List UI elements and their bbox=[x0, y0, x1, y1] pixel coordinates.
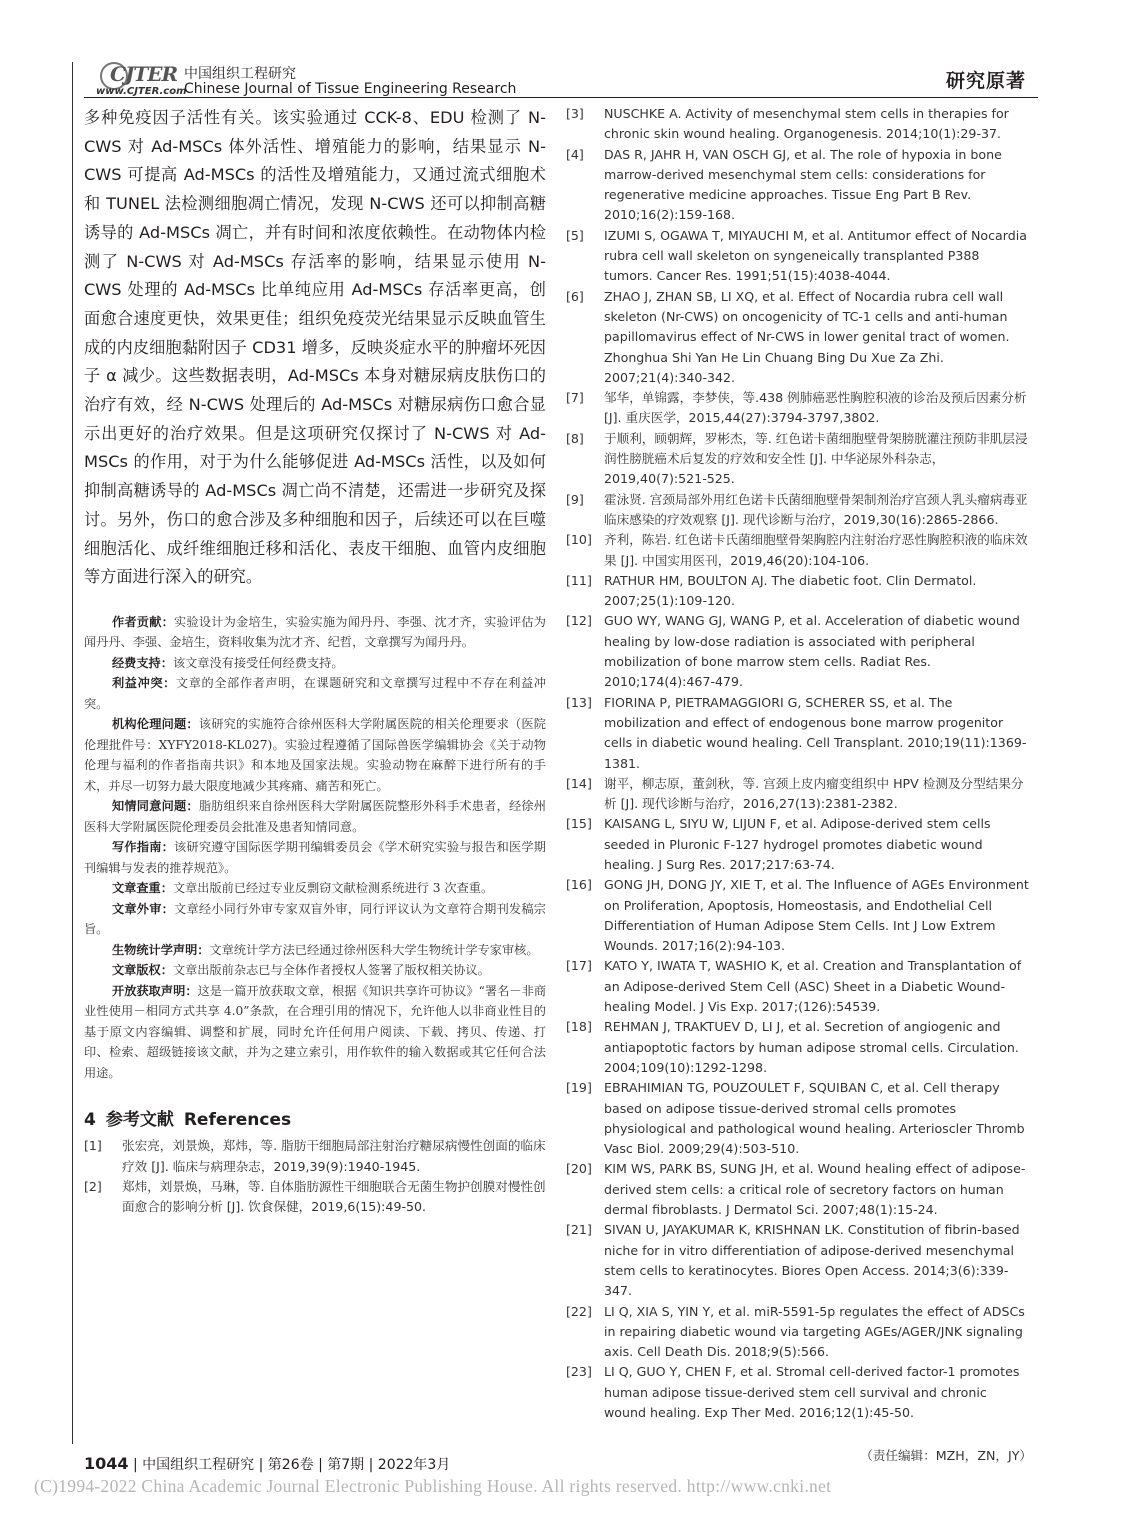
reference-text: 于顺利，顾朝辉，罗彬杰，等. 红色诺卡菌细胞壁骨架膀胱灌注预防非肌层浸润性膀胱癌术后复发的疗效和安全性 [J]. 中华泌尿外科杂志，2019,40(7):521-525. bbox=[604, 430, 1028, 487]
article-notes bbox=[84, 612, 546, 1084]
reference-number: [16] bbox=[566, 877, 592, 893]
reference-text: ZHAO J, ZHAN SB, LI XQ, et al. Effect of Nocardia rubra cell wall skeleton (Nr-CWS) on oncogenicity of TC-1 cells and anti-human papillomavirus effect of Nr-CWS in lower genital tract of women. Zhonghua Shi Yan He Lin Chuang Bing Du Xue Za Zhi. 2007;21(4):340-342. bbox=[604, 288, 1010, 385]
reference-item bbox=[566, 1220, 1032, 1301]
discussion-paragraph: 多种免疫因子活性有关。该实验通过 CCK-8、EDU 检测了 N-CWS 对 Ad-MSCs 体外活性、增殖能力的影响，结果显示 N-CWS 可提高 Ad-MSCs 的活性及增殖能力，又通过流式细胞术和 TUNEL 法检测细胞凋亡情况，发现 N-CWS 还可以抑制高糖诱导的 Ad-MSCs 凋亡，并有时间和浓度依赖性。在动物体内检测了 N-CWS 对 Ad-MSCs 存活率的影响，结果显示使用 N-CWS 处理的 Ad-MSCs 比单纯应用 Ad-MSCs 存活率更高，创面愈合速度更快，效果更佳；组织免疫荧光结果显示反映血管生成的内皮细胞黏附因子 CD31 增多，反映炎症水平的肿瘤坏死因子 α 减少。这些数据表明，Ad-MSCs 本身对糖尿病皮肤伤口的治疗有效，经 N-CWS 处理后的 Ad-MSCs 对糖尿病伤口愈合显示出更好的治疗效果。但是这项研究仅探讨了 N-CWS 对 Ad-MSCs 的作用，对于为什么能够促进 Ad-MSCs 活性，以及如何抑制高糖诱导的 Ad-MSCs 凋亡尚不清楚，还需进一步研究及探讨。另外，伤口的愈合涉及多种细胞和因子，后续还可以在巨噬细胞活化、成纤维细胞迁移和活化、表皮干细胞、血管内皮细胞等方面进行深入的研究。 bbox=[84, 108, 546, 587]
cnki-copyright-watermark: (C)1994-2022 China Academic Journal Electronic Publishing House. All rights reserved. http://www.cnki.net bbox=[34, 1476, 832, 1496]
responsible-editors: （责任编辑：MZH，ZN，JY） bbox=[860, 1448, 1032, 1464]
reference-text: NUSCHKE A. Activity of mesenchymal stem cells in therapies for chronic skin wound healing. Organogenesis. 2014;10(1):29-37. bbox=[604, 106, 1009, 142]
note-label: 经费支持： bbox=[112, 655, 173, 670]
footer-volume: 第26卷 bbox=[267, 1457, 314, 1473]
reference-number: [2] bbox=[84, 1179, 102, 1195]
journal-title-en: Chinese Journal of Tissue Engineering Research bbox=[184, 81, 517, 97]
reference-text: 张宏亮，刘景焕，郑炜，等. 脂肪干细胞局部注射治疗糖尿病慢性创面的临床疗效 [J]. 临床与病理杂志，2019,39(9):1940-1945. bbox=[122, 1138, 546, 1174]
reference-item bbox=[566, 1078, 1032, 1159]
reference-number: [8] bbox=[566, 430, 584, 446]
reference-list-left bbox=[84, 1136, 546, 1217]
reference-item bbox=[566, 693, 1032, 774]
note-label: 文章外审： bbox=[112, 901, 175, 916]
note-consent bbox=[84, 796, 546, 837]
reference-item bbox=[84, 1136, 546, 1177]
note-text: 文章经小同行外审专家双盲外审，同行评议认为文章符合期刊发稿宗旨。 bbox=[84, 901, 546, 937]
reference-item bbox=[566, 1302, 1032, 1363]
reference-number: [12] bbox=[566, 613, 592, 629]
reference-item bbox=[566, 287, 1032, 388]
note-author-contribution bbox=[84, 612, 546, 653]
right-column bbox=[566, 104, 1032, 1464]
note-label: 机构伦理问题： bbox=[112, 717, 199, 732]
note-label: 利益冲突： bbox=[112, 676, 176, 691]
reference-item bbox=[566, 1017, 1032, 1078]
journal-logo bbox=[96, 60, 187, 97]
reference-number: [7] bbox=[566, 390, 584, 406]
note-ethics bbox=[84, 714, 546, 796]
references-title-en: References bbox=[183, 1110, 292, 1131]
margin-rule bbox=[72, 62, 73, 1444]
reference-text: SIVAN U, JAYAKUMAR K, KRISHNAN LK. Constitution of fibrin-based niche for in vitro differentiation of adipose-derived mesenchymal stem cells to keratinocytes. Biores Open Access. 2014;3(6):339-347. bbox=[604, 1222, 1020, 1299]
reference-item bbox=[566, 104, 1032, 145]
reference-number: [1] bbox=[84, 1138, 102, 1154]
reference-text: 邹华，单锦露，李梦侠，等.438 例肺癌恶性胸腔积液的诊治及预后因素分析 [J]. 重庆医学，2015,44(27):3794-3797,3802. bbox=[604, 390, 1027, 426]
reference-item bbox=[566, 388, 1032, 429]
reference-item bbox=[566, 875, 1032, 956]
footer-sep: | bbox=[318, 1457, 328, 1473]
note-conflict bbox=[84, 673, 546, 714]
reference-number: [3] bbox=[566, 106, 584, 121]
reference-item bbox=[566, 774, 1032, 815]
reference-number: [10] bbox=[566, 532, 592, 548]
reference-number: [22] bbox=[566, 1303, 592, 1319]
reference-number: [23] bbox=[566, 1364, 592, 1380]
note-text: 文章出版前杂志已与全体作者授权人签署了版权相关协议。 bbox=[172, 963, 490, 978]
note-text: 该研究的实施符合徐州医科大学附属医院的相关伦理要求（医院伦理批件号：XYFY2018-KL027)。实验过程遵循了国际兽医学编辑协会《关于动物伦理与福利的作者指南共识》和本地及国家法规。实验动物在麻醉下进行所有的手术，并尽一切努力最大限度地减少其疼痛、痛苦和死亡。 bbox=[84, 717, 546, 793]
reference-text: RATHUR HM, BOULTON AJ. The diabetic foot. Clin Dermatol. 2007;25(1):109-120. bbox=[604, 572, 977, 609]
footer-sep: | bbox=[132, 1457, 143, 1473]
note-label: 作者贡献： bbox=[112, 614, 175, 629]
note-text: 该研究遵守国际医学期刊编辑委员会《学术研究实验与报告和医学期刊编辑与发表的推荐规范》。 bbox=[84, 840, 546, 875]
footer-journal: 中国组织工程研究 bbox=[142, 1457, 255, 1473]
note-label: 文章版权： bbox=[112, 963, 173, 978]
reference-number: [13] bbox=[566, 694, 592, 710]
reference-text: REHMAN J, TRAKTUEV D, LI J, et al. Secretion of angiogenic and antiapoptotic factors by human adipose stromal cells. Circulation. 2004;109(10):1292-1298. bbox=[604, 1019, 1019, 1075]
reference-text: KATO Y, IWATA T, WASHIO K, et al. Creation and Transplantation of an Adipose-derived Stem Cell (ASC) Sheet in a Diabetic Wound-healing Model. J Vis Exp. 2017;(126):54539. bbox=[604, 958, 1022, 1015]
footer-issue: 第7期 bbox=[327, 1457, 365, 1473]
note-text: 实验设计为金培生，实验实施为闻丹丹、李强、沈才齐，实验评估为闻丹丹、李强、金培生，资料收集为沈才齐、纪哲，文章撰写为闻丹丹。 bbox=[84, 614, 546, 650]
references-title-cn: 参考文献 bbox=[105, 1110, 174, 1131]
references-heading bbox=[84, 1105, 546, 1130]
note-statistics bbox=[84, 940, 546, 961]
journal-title-cn: 中国组织工程研究 bbox=[184, 66, 296, 82]
logo-mark: CJTER bbox=[96, 60, 154, 86]
reference-text: LI Q, GUO Y, CHEN F, et al. Stromal cell-derived factor-1 promotes human adipose tissue-derived stem cell survival and chronic wound healing. Exp Ther Med. 2016;12(1):45-50. bbox=[604, 1364, 1020, 1420]
note-open-access bbox=[84, 981, 546, 1084]
page-number: 1044 bbox=[84, 1454, 129, 1473]
reference-item bbox=[566, 145, 1032, 226]
note-label: 写作指南： bbox=[112, 840, 175, 855]
footer-sep: | bbox=[368, 1457, 378, 1473]
note-guideline bbox=[84, 837, 546, 878]
reference-text: GUO WY, WANG GJ, WANG P, et al. Acceleration of diabetic wound healing by low-dose radiation is associated with peripheral mobilization of bone marrow stem cells. Radiat Res. 2010;174(4):467-479. bbox=[604, 613, 1020, 690]
reference-number: [21] bbox=[566, 1222, 592, 1238]
note-label: 文章查重： bbox=[112, 881, 173, 896]
page-header bbox=[84, 60, 1034, 100]
reference-list-right bbox=[566, 104, 1032, 1423]
reference-text: KIM WS, PARK BS, SUNG JH, et al. Wound healing effect of adipose-derived stem cells: a critical role of secretory factors on human dermal fibroblasts. J Dermatol Sci. 2007;48(1):15-24. bbox=[604, 1161, 1026, 1218]
logo-url: www.CJTER.com bbox=[96, 86, 187, 97]
section-label: 研究原著 bbox=[945, 70, 1026, 92]
reference-number: [9] bbox=[566, 491, 584, 507]
reference-number: [4] bbox=[566, 146, 584, 162]
reference-number: [5] bbox=[566, 227, 584, 243]
reference-text: 谢平，柳志原，董剑秋，等. 宫颈上皮内瘤变组织中 HPV 检测及分型结果分析 [J]. 现代诊断与治疗，2016,27(13):2381-2382. bbox=[604, 775, 1024, 812]
footer-date: 2022年3月 bbox=[377, 1457, 451, 1473]
reference-text: KAISANG L, SIYU W, LIJUN F, et al. Adipose-derived stem cells seeded in Pluronic F-127 hydrogel promotes diabetic wound healing. J Surg Res. 2017;217:63-74. bbox=[604, 816, 991, 872]
reference-item bbox=[566, 814, 1032, 875]
note-funding bbox=[84, 653, 546, 674]
note-text: 文章的全部作者声明，在课题研究和文章撰写过程中不存在利益冲突。 bbox=[84, 676, 547, 711]
section-number: 4 bbox=[84, 1110, 96, 1131]
reference-number: [17] bbox=[566, 958, 592, 974]
header-rule bbox=[84, 97, 1038, 98]
note-text: 文章出版前已经过专业反剽窃文献检测系统进行 3 次查重。 bbox=[172, 881, 494, 896]
reference-text: GONG JH, DONG JY, XIE T, et al. The Influence of AGEs Environment on Proliferation, Apoptosis, Homeostasis, and Endothelial Cell Differentiation of Human Adipose Stem Cells. Int J Low Extrem Wounds. 2017;16(2):94-103. bbox=[604, 877, 1029, 954]
page-footer bbox=[84, 1454, 450, 1474]
note-copyright bbox=[84, 960, 546, 981]
footer-sep: | bbox=[258, 1457, 268, 1473]
note-text: 这是一篇开放获取文章，根据《知识共享许可协议》“署名－非商业性使用－相同方式共享 4.0”条款，在合理引用的情况下，允许他人以非商业性目的基于原文内容编辑、调整和扩展，同时允许任何用户阅读、下载、拷贝、传递、打印、检索、超级链接该文献，并为之建立索引，用作软件的输入数据或其它任何合法用途。 bbox=[84, 983, 547, 1080]
reference-number: [15] bbox=[566, 816, 592, 832]
reference-text: 霍泳贤. 宫颈局部外用红色诺卡氏菌细胞壁骨架制剂治疗宫颈人乳头瘤病毒亚临床感染的疗效观察 [J]. 现代诊断与治疗，2019,30(16):2865-2866. bbox=[604, 491, 1028, 527]
reference-number: [14] bbox=[566, 775, 592, 791]
reference-text: DAS R, JAHR H, VAN OSCH GJ, et al. The role of hypoxia in bone marrow-derived mesenchymal stem cells: considerations for regenerative medicine approaches. Tissue Eng Part B Rev. 2010;16(2):159-168. bbox=[604, 146, 1002, 223]
reference-text: LI Q, XIA S, YIN Y, et al. miR-5591-5p regulates the effect of ADSCs in repairing diabetic wound via targeting AGEs/AGER/JNK signaling axis. Cell Death Dis. 2018;9(5):566. bbox=[604, 1303, 1025, 1360]
note-label: 知情同意问题： bbox=[112, 799, 199, 814]
reference-item bbox=[566, 226, 1032, 287]
note-text: 脂肪组织来自徐州医科大学附属医院整形外科手术患者，经徐州医科大学附属医院伦理委员会批准及患者知情同意。 bbox=[84, 799, 546, 834]
reference-item bbox=[566, 530, 1032, 571]
reference-item bbox=[84, 1177, 546, 1218]
reference-text: IZUMI S, OGAWA T, MIYAUCHI M, et al. Antitumor effect of Nocardia rubra cell wall skeleton on syngeneically transplanted P388 tumors. Cancer Res. 1991;51(15):4038-4044. bbox=[604, 227, 1027, 284]
reference-item bbox=[566, 571, 1032, 612]
note-text: 该文章没有接受任何经费支持。 bbox=[172, 655, 344, 670]
reference-number: [19] bbox=[566, 1080, 592, 1096]
reference-item bbox=[566, 956, 1032, 1017]
reference-text: FIORINA P, PIETRAMAGGIORI G, SCHERER SS, et al. The mobilization and effect of endogenous bone marrow progenitor cells in diabetic wound healing. Cell Transplant. 2010;19(11):1369-1381. bbox=[604, 694, 1027, 771]
reference-text: 齐利，陈岩. 红色诺卡氏菌细胞壁骨架胸腔内注射治疗恶性胸腔积液的临床效果 [J]. 中国实用医刊，2019,46(20):104-106. bbox=[604, 532, 1028, 568]
reference-item bbox=[566, 429, 1032, 490]
note-plagiarism bbox=[84, 878, 546, 899]
reference-item bbox=[566, 611, 1032, 692]
reference-item bbox=[566, 1362, 1032, 1423]
reference-number: [18] bbox=[566, 1019, 592, 1035]
reference-text: EBRAHIMIAN TG, POUZOULET F, SQUIBAN C, et al. Cell therapy based on adipose tissue-derived stromal cells promotes physiological and pathological wound healing. Arterioscler Thromb Vasc Biol. 2009;29(4):503-510. bbox=[604, 1080, 1025, 1157]
reference-number: [20] bbox=[566, 1161, 592, 1177]
reference-number: [6] bbox=[566, 288, 584, 304]
note-text: 文章统计学方法已经通过徐州医科大学生物统计学专家审核。 bbox=[209, 942, 539, 957]
left-column bbox=[84, 104, 546, 1218]
note-peer-review bbox=[84, 899, 546, 940]
note-label: 开放获取声明： bbox=[112, 983, 198, 998]
reference-number: [11] bbox=[566, 572, 592, 588]
note-label: 生物统计学声明： bbox=[112, 942, 210, 957]
reference-item bbox=[566, 1159, 1032, 1220]
reference-item bbox=[566, 490, 1032, 531]
reference-text: 郑炜，刘景焕，马琳，等. 自体脂肪源性干细胞联合无菌生物护创膜对慢性创面愈合的影响分析 [J]. 饮食保健，2019,6(15):49-50. bbox=[122, 1179, 546, 1215]
